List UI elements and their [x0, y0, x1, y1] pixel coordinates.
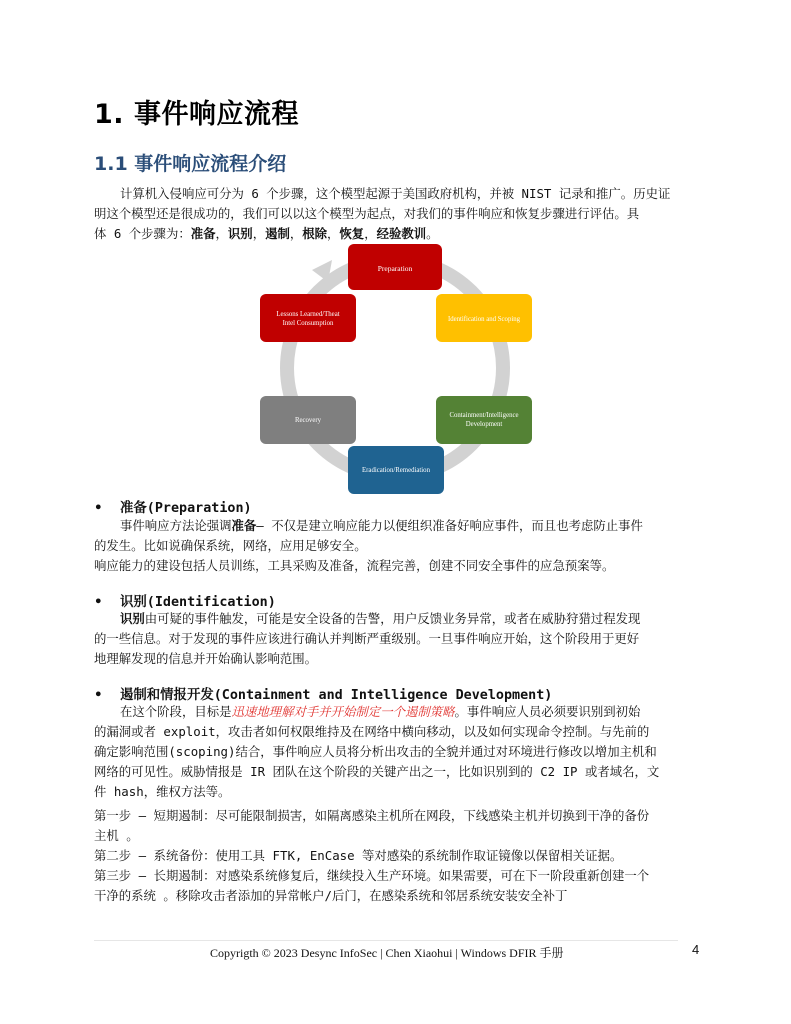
step-eradicate: 根除 — [302, 226, 328, 241]
containment-steps — [94, 806, 700, 906]
lessons-label-2: Intel Consumption — [282, 320, 334, 327]
step-identify: 识别 — [227, 226, 253, 241]
bullet-dot: • — [94, 501, 103, 516]
preparation-label: Preparation — [377, 264, 413, 273]
step-recover: 恢复 — [339, 226, 365, 241]
preparation-title: 准备(Preparation) — [120, 501, 252, 516]
containment-label-2: Development — [465, 421, 503, 428]
identification-line-3: 地理解发现的信息并开始确认影响范围。 — [94, 651, 318, 666]
identification-label: Identification and Scoping — [447, 316, 521, 323]
containment-label-1: Containment/Intelligence — [449, 412, 519, 419]
box-eradication — [348, 446, 444, 494]
identification-paragraph — [94, 609, 700, 669]
step-3-line-1: 第三步 – 长期遏制：对感染系统修复后，继续投入生产环境。如果需要，可在下一阶段重新创建一个 — [94, 868, 650, 883]
containment-paragraph — [94, 702, 700, 802]
intro-paragraph — [94, 184, 700, 244]
preparation-line-1: 事件响应方法论强调准备— 不仅是建立响应能力以便组织准备好响应事件，而且也考虑防止事件 — [120, 518, 643, 533]
preparation-paragraph — [94, 516, 700, 576]
intro-line-3: 体 6 个步骤为：准备，识别，遏制，根除，恢复，经验教训。 — [94, 226, 439, 241]
step-contain: 遏制 — [265, 226, 290, 241]
preparation-line-2: 的发生。比如说确保系统，网络，应用足够安全。 — [94, 538, 367, 553]
intro-line-2: 明这个模型还是很成功的，我们可以以这个模型为起点，对我们的事件响应和恢复步骤进行评估。具 — [94, 206, 640, 221]
containment-box — [436, 396, 532, 444]
containment-line-4: 网络的可见性。威胁情报是 IR 团队在这个阶段的关键产出之一，比如识别到的 C2 IP 或者域名，文 — [94, 764, 660, 779]
step-lessons: 经验教训 — [376, 226, 427, 241]
box-lessons — [260, 294, 356, 342]
bullet-dot: • — [94, 595, 103, 610]
intro-steps-prefix: 体 6 个步骤为： — [94, 226, 191, 241]
box-recovery — [260, 396, 356, 444]
step-3-line-2: 干净的系统 。移除攻击者添加的异常帐户/后门，在感染系统和邻居系统安装安全补丁 — [94, 888, 568, 903]
bullet-dot: • — [94, 688, 103, 703]
bullet-containment — [94, 684, 552, 703]
containment-line-1: 在这个阶段，目标是迅速地理解对手并开始制定一个遏制策略。事件响应人员必须要识别到初始 — [120, 704, 641, 719]
preparation-line-3: 响应能力的建设包括人员训练，工具采购及准备，流程完善，创建不同安全事件的应急预案等。 — [94, 558, 615, 573]
identification-line-1: 识别由可疑的事件触发，可能是安全设备的告警，用户反馈业务异常，或者在威胁狩猎过程发现 — [120, 611, 641, 626]
step-prepare: 准备 — [190, 226, 216, 241]
step-2-line: 第二步 – 系统备份：使用工具 FTK, EnCase 等对感染的系统制作取证镜像以保留相关证据。 — [94, 848, 623, 863]
step-1-line-1: 第一步 – 短期遏制：尽可能限制损害，如隔离感染主机所在网段，下线感染主机并切换到干净的备份 — [94, 808, 650, 823]
containment-line-3: 确定影响范围(scoping)结合，事件响应人员将分析出攻击的全貌并通过对环境进行修改以增加主机和 — [94, 744, 657, 759]
box-containment — [436, 396, 532, 444]
page-number: 4 — [692, 942, 700, 957]
box-identification — [436, 294, 532, 342]
containment-line-2: 的漏洞或者 exploit，攻击者如何权限维持及在网络中横向移动，以及如何实现命令控制。与先前的 — [94, 724, 650, 739]
containment-highlight: 迅速地理解对手并开始制定一个遏制策略 — [231, 704, 455, 719]
lessons-label-1: Lessons Learned/Theat — [276, 311, 340, 318]
step-1-line-2: 主机 。 — [94, 828, 139, 843]
identification-line-2: 的一些信息。对于发现的事件应该进行确认并判断严重级别。一旦事件响应开始，这个阶段用于更好 — [94, 631, 640, 646]
bullet-identification — [94, 591, 276, 610]
containment-title: 遏制和情报开发(Containment and Intelligence Development) — [120, 688, 553, 703]
eradication-label: Eradication/Remediation — [362, 467, 430, 474]
intro-line-1: 计算机入侵响应可分为 6 个步骤，这个模型起源于美国政府机构，并被 NIST 记录和推广。历史证 — [120, 186, 671, 201]
ir-cycle-diagram — [240, 240, 550, 500]
recovery-label: Recovery — [294, 417, 322, 424]
footer-text: Copyrigth © 2023 Desync InfoSec | Chen Xiaohui | Windows DFIR 手册 — [210, 946, 564, 960]
containment-line-5: 件 hash，维权方法等。 — [94, 784, 231, 799]
lessons-box — [260, 294, 356, 342]
box-preparation — [348, 244, 442, 290]
identification-title: 识别(Identification) — [120, 595, 276, 610]
bullet-preparation — [94, 497, 252, 516]
section-title: 1.1 事件响应流程介绍 — [94, 153, 287, 175]
footer-divider — [94, 940, 678, 941]
page-title: 1. 事件响应流程 — [94, 99, 299, 130]
